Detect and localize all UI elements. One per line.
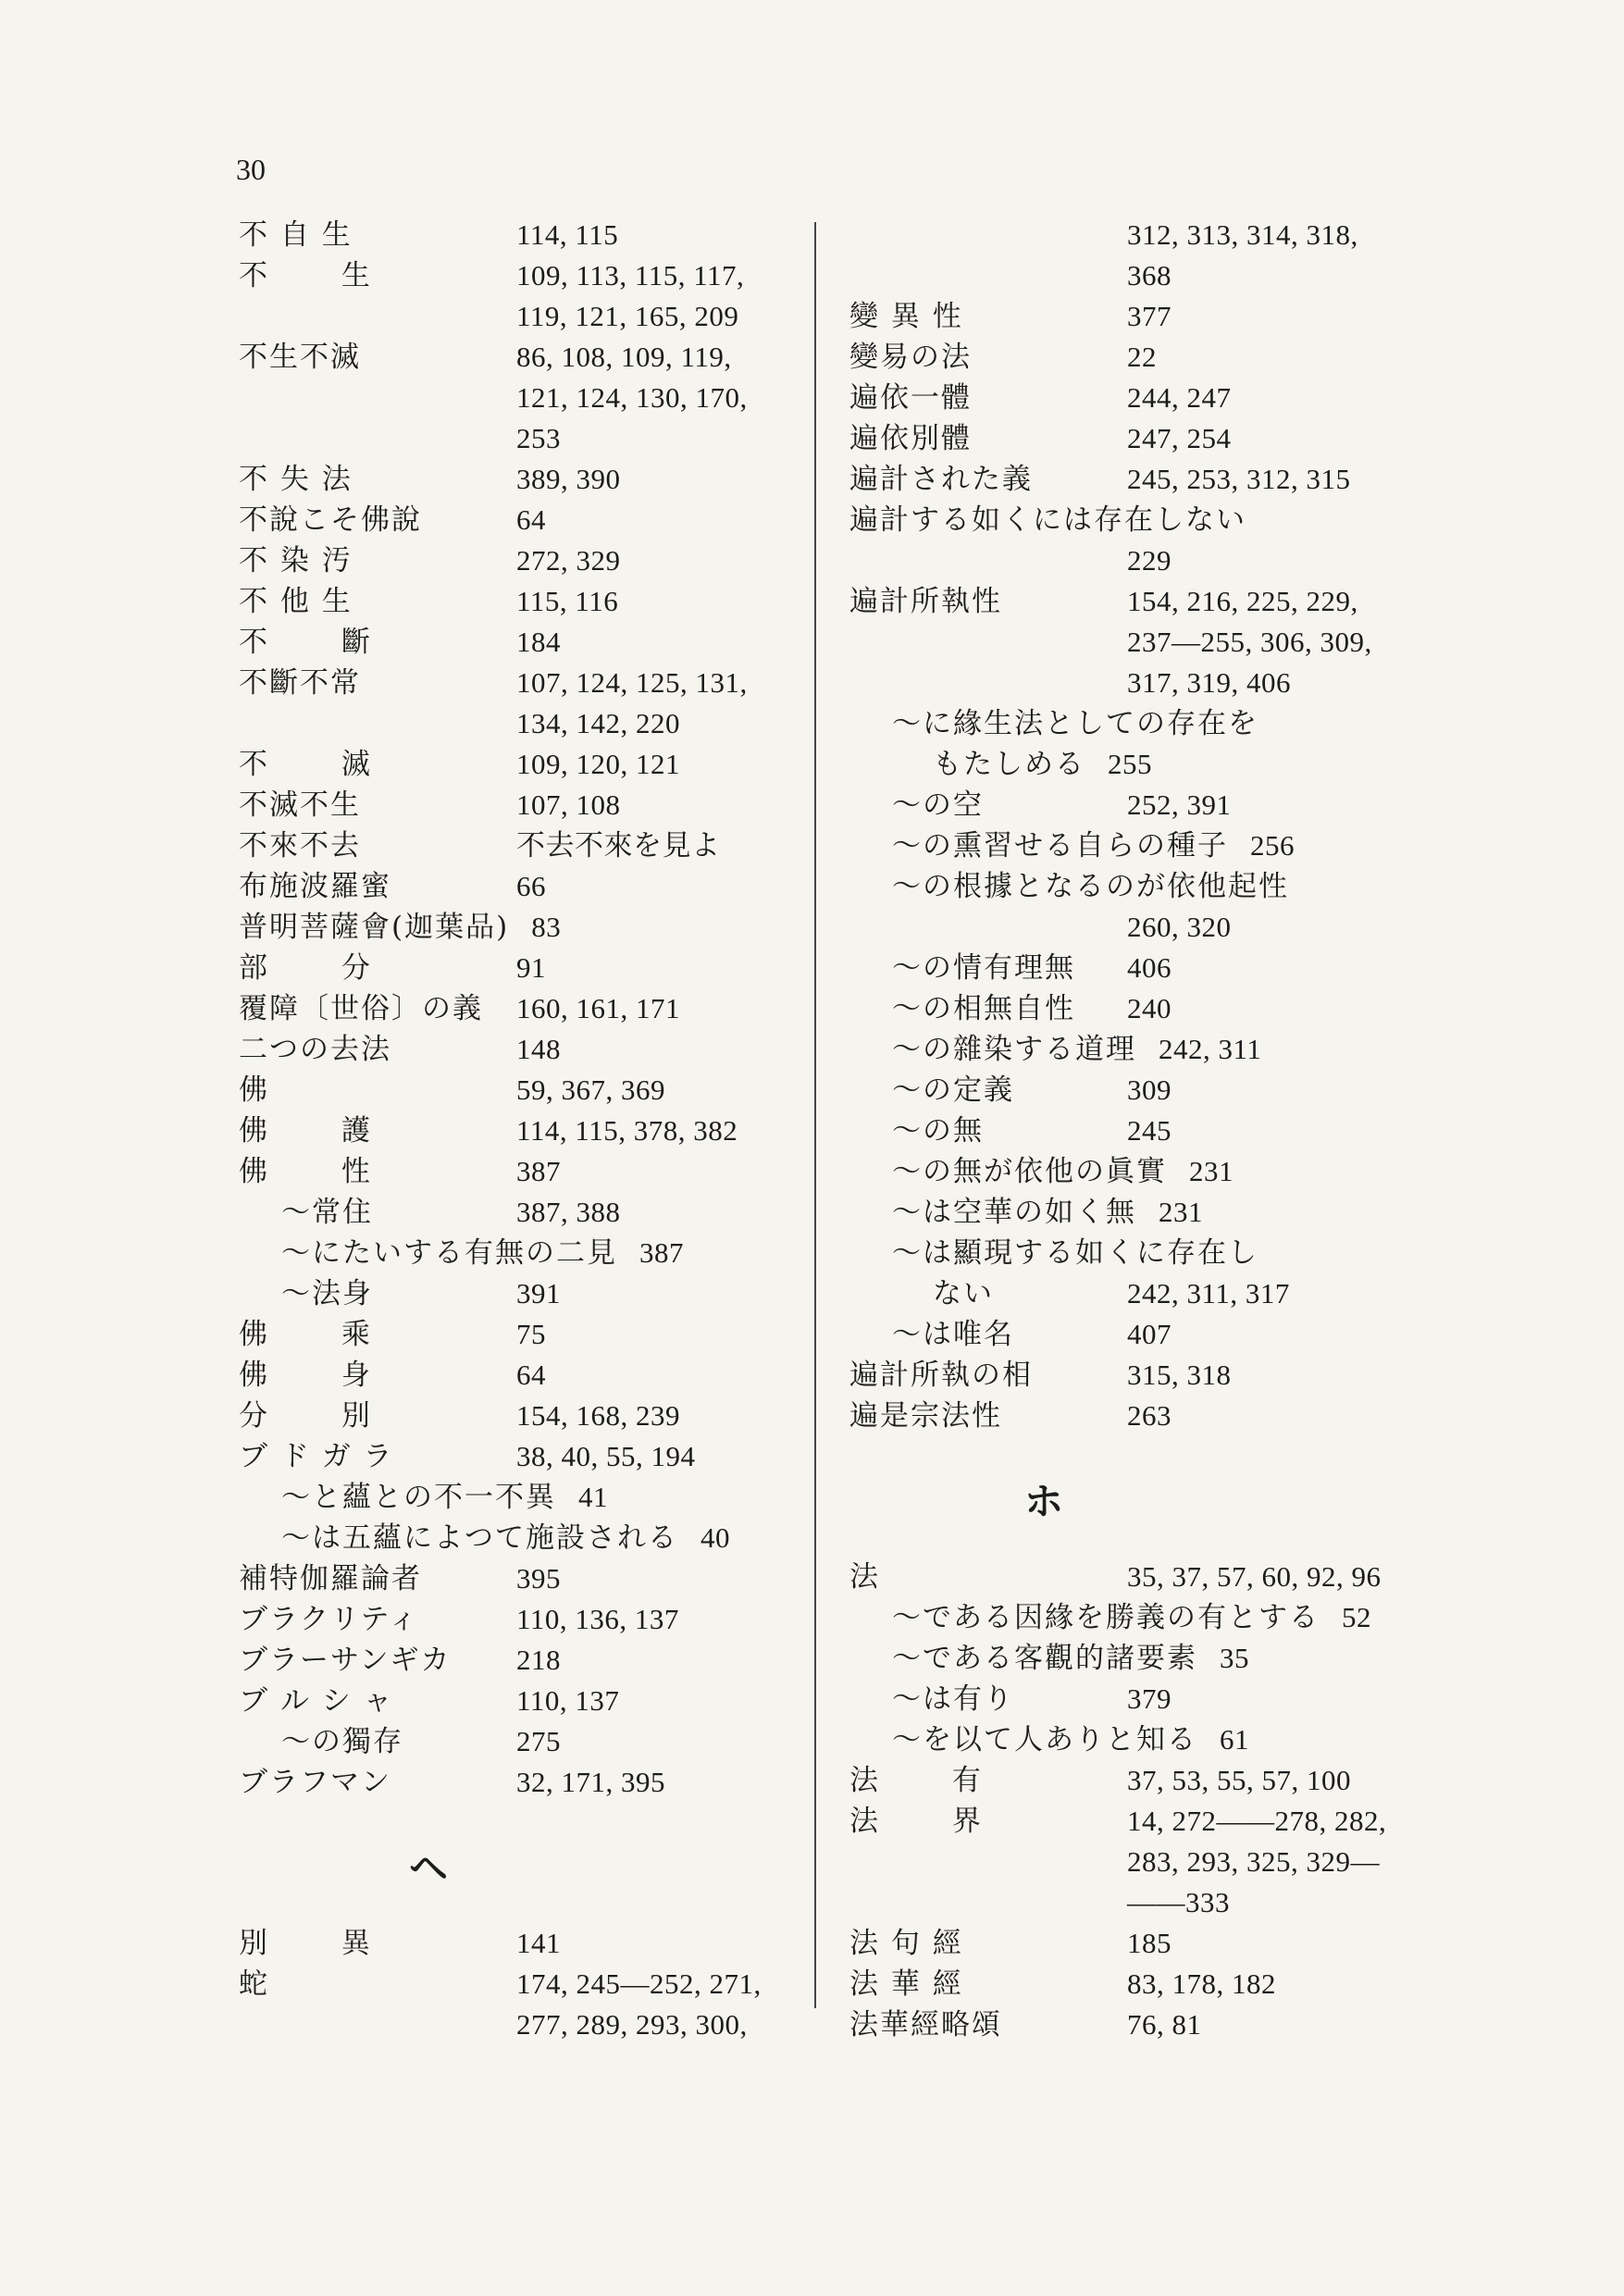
index-term: 不 自 生 — [239, 218, 353, 252]
index-entry — [239, 1923, 794, 1964]
page-references: 107, 108 — [516, 788, 621, 821]
index-entry-continuation — [849, 215, 1451, 255]
left-column — [239, 215, 794, 2045]
index-list-right — [849, 215, 1451, 1436]
index-term: ブ ル シ ャ — [239, 1684, 394, 1718]
index-subentry — [849, 1638, 1451, 1679]
index-subentry — [849, 988, 1451, 1029]
index-term: 不 他 生 — [239, 585, 353, 618]
index-term: ～の相無自性 — [892, 992, 1075, 1025]
page-references: 377 — [1127, 300, 1172, 332]
index-subentry — [849, 1233, 1451, 1273]
index-entry — [239, 459, 794, 500]
index-entry — [239, 907, 794, 948]
page-references: 231 — [1189, 1155, 1233, 1187]
index-entry — [849, 418, 1451, 459]
page-references: 35 — [1220, 1642, 1249, 1674]
index-term: ～に緣生法としての存在を — [892, 707, 1258, 740]
index-entry — [239, 500, 794, 540]
page-references: 107, 124, 125, 131, — [516, 666, 748, 699]
index-entry — [849, 500, 1451, 540]
index-subentry — [849, 866, 1451, 907]
index-term: 遍是宗法性 — [849, 1399, 1002, 1433]
index-entry — [849, 1396, 1451, 1436]
page-references: 64 — [516, 503, 546, 536]
index-entry-continuation — [239, 418, 794, 459]
index-subentry — [239, 1192, 794, 1233]
index-subentry — [849, 1192, 1451, 1233]
index-term: 佛 — [239, 1074, 269, 1107]
page-references: 245 — [1127, 1114, 1172, 1147]
index-term: 不生不滅 — [239, 341, 361, 374]
index-term: ～の根據となるのが依他起性 — [892, 870, 1289, 903]
index-entry — [239, 622, 794, 663]
right-column — [849, 215, 1451, 2045]
page-references: 40 — [700, 1521, 730, 1554]
page-references: 134, 142, 220 — [516, 707, 680, 739]
index-list-left — [239, 215, 794, 1803]
index-term: ない — [933, 1277, 994, 1310]
index-term: ブ ド ガ ラ — [239, 1440, 394, 1473]
index-term: 佛 身 — [239, 1359, 372, 1392]
page-references: 59, 367, 369 — [516, 1074, 665, 1106]
index-term: ～の情有理無 — [892, 951, 1075, 985]
index-entry — [849, 337, 1451, 378]
page-references: 317, 319, 406 — [1127, 666, 1291, 699]
index-entry — [239, 215, 794, 255]
index-entry — [239, 1436, 794, 1477]
page-references: 277, 289, 293, 300, — [516, 2008, 748, 2041]
index-term: 不 失 法 — [239, 463, 353, 496]
page-references: 260, 320 — [1127, 911, 1232, 943]
page-references: 83 — [531, 911, 562, 943]
index-term: ～と蘊との不一不異 — [281, 1481, 556, 1514]
page-references: 237—255, 306, 309, — [1127, 626, 1372, 658]
index-subentry — [239, 1518, 794, 1558]
index-subentry — [849, 703, 1451, 744]
index-list-left-2 — [239, 1923, 794, 2045]
index-term: ～は唯名 — [892, 1318, 1014, 1351]
page-references: 154, 216, 225, 229, — [1127, 585, 1358, 617]
index-entry — [239, 1599, 794, 1640]
index-entry — [239, 1355, 794, 1396]
index-term: ～法身 — [281, 1277, 373, 1310]
index-subentry — [849, 1597, 1451, 1638]
index-term: ～は有り — [892, 1682, 1014, 1716]
page-references: 91 — [516, 951, 546, 984]
index-subentry — [849, 1070, 1451, 1111]
index-subentry — [239, 1477, 794, 1518]
page-references: 110, 136, 137 — [516, 1603, 679, 1635]
index-term: ～の獨存 — [281, 1725, 403, 1758]
index-term: 不滅不生 — [239, 788, 361, 822]
page-references: 121, 124, 130, 170, — [516, 381, 748, 414]
page-references: ——333 — [1127, 1886, 1230, 1918]
index-subentry — [849, 1029, 1451, 1070]
index-entry — [849, 1801, 1451, 1842]
index-term: 布施波羅蜜 — [239, 870, 391, 903]
index-term: 不來不去 — [239, 829, 361, 863]
page-references: 387 — [516, 1155, 561, 1187]
index-entry — [239, 1558, 794, 1599]
index-subentry — [239, 1273, 794, 1314]
index-subentry — [849, 825, 1451, 866]
page-references: 184 — [516, 626, 561, 658]
index-term: ～の空 — [892, 788, 984, 822]
index-term: 法 華 經 — [849, 1967, 963, 2001]
index-term: 佛 乘 — [239, 1318, 372, 1351]
index-entry — [239, 581, 794, 622]
page-references: 244, 247 — [1127, 381, 1232, 414]
index-term: 不說こそ佛說 — [239, 503, 422, 537]
page-references: 41 — [578, 1481, 608, 1513]
page-references: 109, 120, 121 — [516, 748, 680, 780]
index-entry — [239, 1111, 794, 1151]
index-term: 部 分 — [239, 951, 372, 985]
index-term: 不 斷 — [239, 626, 372, 659]
index-term: 法 句 經 — [849, 1927, 963, 1960]
page-references: 109, 113, 115, 117, — [516, 259, 745, 292]
index-entry — [849, 296, 1451, 337]
index-entry — [849, 459, 1451, 500]
index-term: 遍依別體 — [849, 422, 972, 455]
index-term: もたしめる — [933, 748, 1085, 781]
page-references: 22 — [1127, 341, 1157, 373]
page-references: 14, 272——278, 282, — [1127, 1805, 1387, 1837]
page-references: 154, 168, 239 — [516, 1399, 680, 1432]
page-references: 368 — [1127, 259, 1172, 292]
index-term: ブラーサンギカ — [239, 1644, 452, 1677]
index-term: ～にたいする有無の二見 — [281, 1236, 617, 1270]
page-references: 76, 81 — [1127, 2008, 1202, 2041]
index-entry — [239, 1964, 794, 2004]
index-term: 遍計する如くには存在しない — [849, 503, 1246, 537]
page-references: 不去不來を見よ — [516, 829, 721, 862]
page-references: 37, 53, 55, 57, 100 — [1127, 1764, 1351, 1796]
index-term: 法華經略頌 — [849, 2008, 1002, 2042]
page-references: 110, 137 — [516, 1684, 620, 1717]
index-term: 遍計所執の相 — [849, 1359, 1033, 1392]
index-entry-continuation — [239, 296, 794, 337]
index-subentry — [849, 1719, 1451, 1760]
page-references: 252, 391 — [1127, 788, 1232, 821]
index-subentry — [849, 1151, 1451, 1192]
page-references: 32, 171, 395 — [516, 1766, 665, 1798]
page-references: 185 — [1127, 1927, 1172, 1959]
index-list-right-2 — [849, 1557, 1451, 2045]
index-entry-continuation — [849, 255, 1451, 296]
page-references: 245, 253, 312, 315 — [1127, 463, 1351, 495]
index-term: ～は顯現する如くに存在し — [892, 1236, 1258, 1270]
page-references: 312, 313, 314, 318, — [1127, 218, 1358, 251]
index-entry-continuation — [849, 663, 1451, 703]
page-references: 115, 116 — [516, 585, 619, 617]
page-references: 253 — [516, 422, 561, 454]
index-term: 蛇 — [239, 1967, 269, 2001]
page-references: 174, 245—252, 271, — [516, 1967, 762, 2000]
index-entry-continuation — [239, 703, 794, 744]
page-references: 160, 161, 171 — [516, 992, 680, 1024]
index-entry — [849, 581, 1451, 622]
page-references: 263 — [1127, 1399, 1172, 1432]
index-entry — [849, 1923, 1451, 1964]
index-entry — [849, 378, 1451, 418]
index-subentry — [849, 948, 1451, 988]
page-references: 114, 115, 378, 382 — [516, 1114, 738, 1147]
index-subentry — [849, 1111, 1451, 1151]
page-references: 114, 115 — [516, 218, 619, 251]
index-entry — [849, 2004, 1451, 2045]
index-term: 佛 性 — [239, 1155, 372, 1188]
index-term: 法 界 — [849, 1805, 983, 1838]
column-divider — [814, 222, 816, 2008]
page-references: 255 — [1108, 748, 1152, 780]
page-references: 387, 388 — [516, 1196, 621, 1228]
page-references: 86, 108, 109, 119, — [516, 341, 732, 373]
index-term: 覆障〔世俗〕の義 — [239, 992, 483, 1025]
page-references: 387 — [639, 1236, 684, 1269]
section-heading-ho: ホ — [1023, 1479, 1063, 1524]
page-references: 148 — [516, 1033, 561, 1065]
page-references: 315, 318 — [1127, 1359, 1232, 1391]
page-references: 83, 178, 182 — [1127, 1967, 1276, 2000]
index-entry — [239, 1151, 794, 1192]
index-entry — [849, 1273, 1451, 1314]
index-subentry — [849, 1679, 1451, 1719]
index-entry — [849, 1557, 1451, 1597]
index-term: 補特伽羅論者 — [239, 1562, 422, 1595]
index-term: 二つの去法 — [239, 1033, 391, 1066]
section-heading-he: ヘ — [408, 1845, 448, 1891]
index-term: 法 — [849, 1560, 880, 1594]
index-entry — [239, 663, 794, 703]
page-references: 395 — [516, 1562, 561, 1595]
index-entry — [239, 785, 794, 825]
page-references: 61 — [1220, 1723, 1249, 1756]
index-entry-continuation — [849, 1882, 1451, 1923]
page-number: 30 — [236, 153, 266, 186]
index-entry — [239, 744, 794, 785]
page-references: 389, 390 — [516, 463, 621, 495]
index-entry — [239, 1396, 794, 1436]
page-references: 75 — [516, 1318, 546, 1350]
page-references: 35, 37, 57, 60, 92, 96 — [1127, 1560, 1382, 1593]
index-term: ～は五蘊によつて施設される — [281, 1521, 678, 1555]
page-references: 38, 40, 55, 194 — [516, 1440, 696, 1472]
page-references: 119, 121, 165, 209 — [516, 300, 739, 332]
index-entry-continuation — [849, 907, 1451, 948]
page-references: 64 — [516, 1359, 546, 1391]
page-references: 391 — [516, 1277, 561, 1309]
index-term: 遍計所執性 — [849, 585, 1002, 618]
index-entry — [239, 337, 794, 378]
page-references: 66 — [516, 870, 546, 902]
page-references: 242, 311, 317 — [1127, 1277, 1290, 1309]
page-references: 240 — [1127, 992, 1172, 1024]
index-term: ～常住 — [281, 1196, 373, 1229]
page-references: 283, 293, 325, 329— — [1127, 1845, 1380, 1878]
page-references: 379 — [1127, 1682, 1172, 1715]
index-term: ブラフマン — [239, 1766, 391, 1799]
index-term: 別 異 — [239, 1927, 372, 1960]
index-subentry — [849, 785, 1451, 825]
page-references: 275 — [516, 1725, 561, 1757]
page-references: 52 — [1342, 1601, 1371, 1633]
index-entry — [239, 1314, 794, 1355]
index-term: 不 滅 — [239, 748, 372, 781]
page-references: 218 — [516, 1644, 561, 1676]
index-term: 不 生 — [239, 259, 372, 292]
page-references: 256 — [1250, 829, 1295, 862]
index-entry-continuation — [239, 378, 794, 418]
index-entry — [849, 1964, 1451, 2004]
index-entry-continuation — [239, 2004, 794, 2045]
page-references: 272, 329 — [516, 544, 621, 577]
index-term: ～である因緣を勝義の有とする — [892, 1601, 1320, 1634]
index-term: 分 別 — [239, 1399, 372, 1433]
page-references: 231 — [1159, 1196, 1203, 1228]
index-term: 遍依一體 — [849, 381, 972, 415]
index-entry-continuation — [849, 622, 1451, 663]
index-subentry — [849, 1314, 1451, 1355]
page-references: 141 — [516, 1927, 561, 1959]
index-term: 不 染 汚 — [239, 544, 353, 577]
index-entry — [239, 825, 794, 866]
index-entry — [849, 1355, 1451, 1396]
index-term: 不斷不常 — [239, 666, 361, 700]
index-entry — [239, 255, 794, 296]
page-references: 407 — [1127, 1318, 1172, 1350]
index-entry-continuation — [849, 1842, 1451, 1882]
index-entry — [239, 1762, 794, 1803]
index-term: ～の雜染する道理 — [892, 1033, 1136, 1066]
index-entry-continuation — [849, 540, 1451, 581]
page-references: 247, 254 — [1127, 422, 1232, 454]
index-term: 變 異 性 — [849, 300, 963, 333]
index-term: 佛 護 — [239, 1114, 372, 1148]
index-term: 普明菩薩會(迦葉品) — [239, 911, 510, 944]
index-entry — [239, 1029, 794, 1070]
index-subentry — [239, 1233, 794, 1273]
index-entry — [849, 1760, 1451, 1801]
index-term: ～は空華の如く無 — [892, 1196, 1136, 1229]
index-term: ～である客觀的諸要素 — [892, 1642, 1197, 1675]
index-entry — [849, 744, 1451, 785]
page-references: 309 — [1127, 1074, 1172, 1106]
page-references: 229 — [1127, 544, 1172, 577]
index-term: ～の熏習せる自らの種子 — [892, 829, 1228, 863]
index-term: ～の無が依他の眞實 — [892, 1155, 1167, 1188]
index-term: 法 有 — [849, 1764, 983, 1797]
page-references: 242, 311 — [1159, 1033, 1262, 1065]
index-term: ～の無 — [892, 1114, 984, 1148]
index-subentry — [239, 1721, 794, 1762]
index-entry — [239, 866, 794, 907]
index-term: ～を以て人ありと知る — [892, 1723, 1197, 1756]
index-term: ～の定義 — [892, 1074, 1014, 1107]
index-entry — [239, 1681, 794, 1721]
index-entry — [239, 1640, 794, 1681]
page-references: 406 — [1127, 951, 1172, 984]
index-entry — [239, 540, 794, 581]
index-entry — [239, 1070, 794, 1111]
index-entry — [239, 948, 794, 988]
index-entry — [239, 988, 794, 1029]
index-term: ブラクリティ — [239, 1603, 419, 1636]
index-term: 遍計された義 — [849, 463, 1033, 496]
index-term: 變易の法 — [849, 341, 972, 374]
